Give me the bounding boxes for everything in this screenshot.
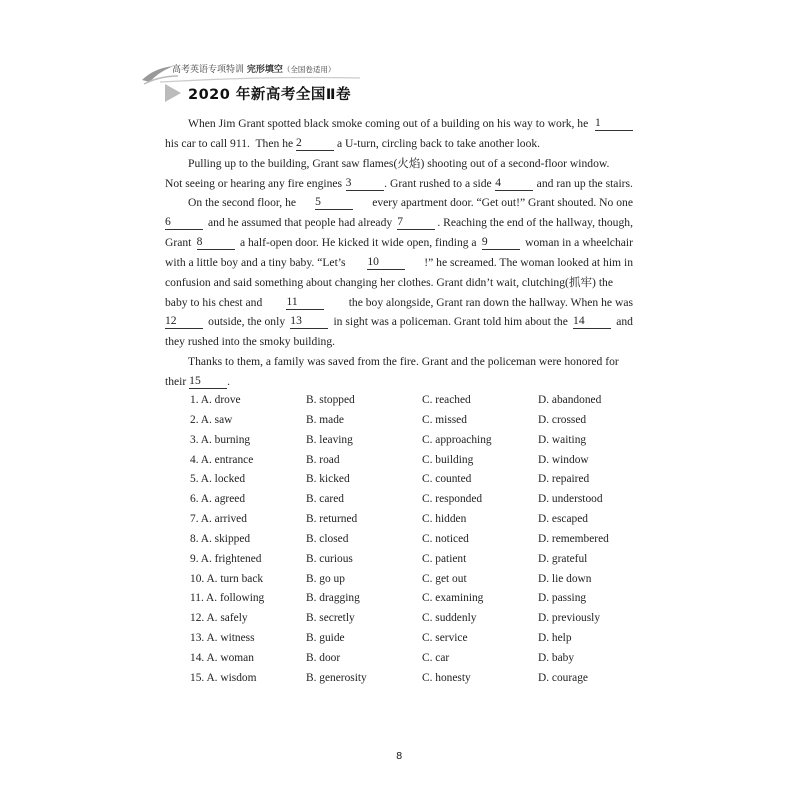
option-choice: C. car xyxy=(422,651,450,664)
passage-text: baby to his chest and xyxy=(165,295,266,309)
option-choice: B. guide xyxy=(306,632,345,645)
answer-blank: 6 xyxy=(165,215,203,230)
option-choice: C. service xyxy=(422,632,468,645)
passage-text: Not seeing or hearing any fire engines xyxy=(165,176,345,190)
passage-text: Pulling up to the building, Grant saw flames(火焰) shooting out of a second-floor window. xyxy=(188,156,610,170)
passage-text: When Jim Grant spotted black smoke coming out of a building on his way to work, he xyxy=(188,117,592,130)
passage-text: the boy alongside, Grant ran down the hallway. When he was xyxy=(345,295,633,309)
option-choice: B. cared xyxy=(306,493,344,506)
option-choice: B. curious xyxy=(306,552,353,565)
passage-text: a half-open door. He kicked it wide open, finding a xyxy=(237,236,480,250)
passage-line xyxy=(165,253,633,273)
option-choice: 12. A. safely xyxy=(190,612,248,625)
option-choice: B. leaving xyxy=(306,433,353,446)
answer-options xyxy=(190,391,654,689)
option-row xyxy=(190,550,654,570)
option-choice: C. suddenly xyxy=(422,612,477,625)
passage-text: . Reaching the end of the hallway, though, xyxy=(437,216,633,230)
option-choice: D. lie down xyxy=(538,572,592,585)
page-number: 8 xyxy=(396,751,403,762)
header-scope: （全国卷适用） xyxy=(282,65,336,74)
option-choice: C. honesty xyxy=(422,671,471,684)
option-choice: D. courage xyxy=(538,671,588,684)
option-row xyxy=(190,589,654,609)
header-topic: 完形填空 xyxy=(246,65,283,75)
option-choice: 6. A. agreed xyxy=(190,493,246,506)
option-choice: D. crossed xyxy=(538,413,587,426)
passage-text: Grant xyxy=(165,236,195,250)
option-choice: D. abandoned xyxy=(538,394,602,406)
passage-text: confusion and said something about changing her clothes. Grant didn’t wait, clutching(抓牢) the xyxy=(165,275,613,289)
passage-text: On the second floor, he xyxy=(188,196,299,210)
option-choice: D. repaired xyxy=(538,473,590,486)
option-choice: D. grateful xyxy=(538,552,588,565)
option-choice: C. patient xyxy=(422,552,467,565)
passage-text: and ran up the stairs. xyxy=(533,176,633,190)
answer-blank: 11 xyxy=(286,295,324,310)
passage-text: . xyxy=(227,374,231,388)
option-row xyxy=(190,669,654,689)
answer-blank: 15 xyxy=(189,374,227,389)
passage-line xyxy=(165,293,633,313)
option-row xyxy=(190,530,654,550)
section-title-text: 2020 年新高考全国Ⅱ卷 xyxy=(188,86,351,103)
answer-blank: 5 xyxy=(315,195,353,210)
option-choice: D. waiting xyxy=(538,433,587,446)
passage-text: and he assumed that people had already xyxy=(205,216,396,230)
answer-blank: 10 xyxy=(367,255,405,270)
passage-text: Thanks to them, a family was saved from the fire. Grant and the policeman were honored for xyxy=(188,355,619,369)
option-choice: 4. A. entrance xyxy=(190,453,254,466)
option-choice: D. passing xyxy=(538,592,587,605)
option-choice: 2. A. saw xyxy=(190,413,233,426)
option-choice: C. responded xyxy=(422,493,483,506)
passage-line xyxy=(165,193,633,213)
answer-blank: 3 xyxy=(346,176,384,191)
option-row xyxy=(190,609,654,629)
passage-text: . Grant rushed to a side xyxy=(384,176,495,190)
option-choice: 15. A. wisdom xyxy=(190,671,257,684)
option-choice: 7. A. arrived xyxy=(190,513,247,526)
passage-line xyxy=(165,372,633,392)
option-choice: 11. A. following xyxy=(190,592,265,605)
answer-blank: 12 xyxy=(165,314,203,329)
option-choice: C. building xyxy=(422,453,474,466)
header-series: 高考英语专项特训 xyxy=(172,65,245,75)
option-choice: D. baby xyxy=(538,651,575,664)
passage-text: !” he screamed. The woman looked at him in xyxy=(424,255,633,269)
cloze-passage xyxy=(165,114,633,392)
passage-text: his car to call 911. Then he xyxy=(165,136,297,150)
option-choice: D. understood xyxy=(538,493,603,506)
passage-text: woman in a wheelchair xyxy=(522,236,633,250)
option-choice: B. dragging xyxy=(306,592,360,605)
passage-text: a U-turn, circling back to take another look. xyxy=(334,136,541,150)
header-text xyxy=(172,62,335,75)
option-choice: C. reached xyxy=(422,394,471,406)
option-choice: C. get out xyxy=(422,572,467,585)
passage-text: they rushed into the smoky building. xyxy=(165,335,336,349)
option-choice: 1. A. drove xyxy=(190,394,241,406)
answer-blank: 4 xyxy=(495,176,533,191)
option-row xyxy=(190,391,654,411)
passage-line xyxy=(165,332,633,352)
option-choice: C. counted xyxy=(422,473,472,486)
passage-text: every apartment door. “Get out!” Grant shouted. No one xyxy=(369,196,633,210)
option-row xyxy=(190,411,654,431)
passage-line xyxy=(165,174,633,194)
passage-text: in sight was a policeman. Grant told him about the xyxy=(330,315,571,329)
option-choice: D. window xyxy=(538,453,589,466)
passage-text: their xyxy=(165,374,190,388)
passage-line xyxy=(165,233,633,253)
passage-line xyxy=(165,352,633,372)
passage-line xyxy=(165,154,633,174)
option-choice: 8. A. skipped xyxy=(190,532,251,545)
option-choice: B. made xyxy=(306,413,344,426)
option-choice: D. remembered xyxy=(538,532,609,545)
option-row xyxy=(190,451,654,471)
option-choice: C. noticed xyxy=(422,532,469,545)
option-choice: D. escaped xyxy=(538,513,588,526)
option-choice: 10. A. turn back xyxy=(190,572,264,585)
option-choice: C. examining xyxy=(422,592,484,605)
option-choice: 5. A. locked xyxy=(190,473,246,486)
passage-text: and xyxy=(613,315,633,329)
option-choice: C. hidden xyxy=(422,513,467,526)
option-choice: 3. A. burning xyxy=(190,433,251,446)
option-choice: B. door xyxy=(306,651,341,664)
triangle-marker-icon xyxy=(165,84,181,102)
answer-blank: 2 xyxy=(296,136,334,151)
option-row xyxy=(190,629,654,649)
option-choice: D. previously xyxy=(538,612,601,625)
option-choice: C. missed xyxy=(422,413,467,426)
answer-blank: 1 xyxy=(595,116,633,131)
option-choice: C. approaching xyxy=(422,433,492,446)
option-choice: B. secretly xyxy=(306,612,355,625)
option-choice: B. road xyxy=(306,453,340,466)
option-choice: B. go up xyxy=(306,572,345,585)
answer-blank: 8 xyxy=(197,235,235,250)
option-choice: B. closed xyxy=(306,532,349,545)
option-choice: 14. A. woman xyxy=(190,651,254,664)
option-row xyxy=(190,510,654,530)
passage-line xyxy=(165,213,633,233)
option-choice: D. help xyxy=(538,632,572,645)
answer-blank: 9 xyxy=(482,235,520,250)
answer-blank: 7 xyxy=(397,215,435,230)
passage-text: outside, the only xyxy=(205,315,289,329)
answer-blank: 14 xyxy=(573,314,611,329)
answer-blank: 13 xyxy=(290,314,328,329)
option-row xyxy=(190,431,654,451)
option-row xyxy=(190,570,654,590)
option-row xyxy=(190,490,654,510)
option-choice: B. generosity xyxy=(306,671,367,684)
option-choice: B. kicked xyxy=(306,473,350,486)
option-choice: B. returned xyxy=(306,513,358,526)
passage-line xyxy=(165,312,633,332)
option-choice: 13. A. witness xyxy=(190,632,255,645)
passage-line xyxy=(165,114,633,134)
option-choice: B. stopped xyxy=(306,394,355,406)
section-title xyxy=(165,82,351,104)
passage-text: with a little boy and a tiny baby. “Let’s xyxy=(165,255,349,269)
option-choice: 9. A. frightened xyxy=(190,552,262,565)
passage-line xyxy=(165,134,633,154)
option-row xyxy=(190,470,654,490)
option-row xyxy=(190,649,654,669)
passage-line xyxy=(165,273,633,293)
